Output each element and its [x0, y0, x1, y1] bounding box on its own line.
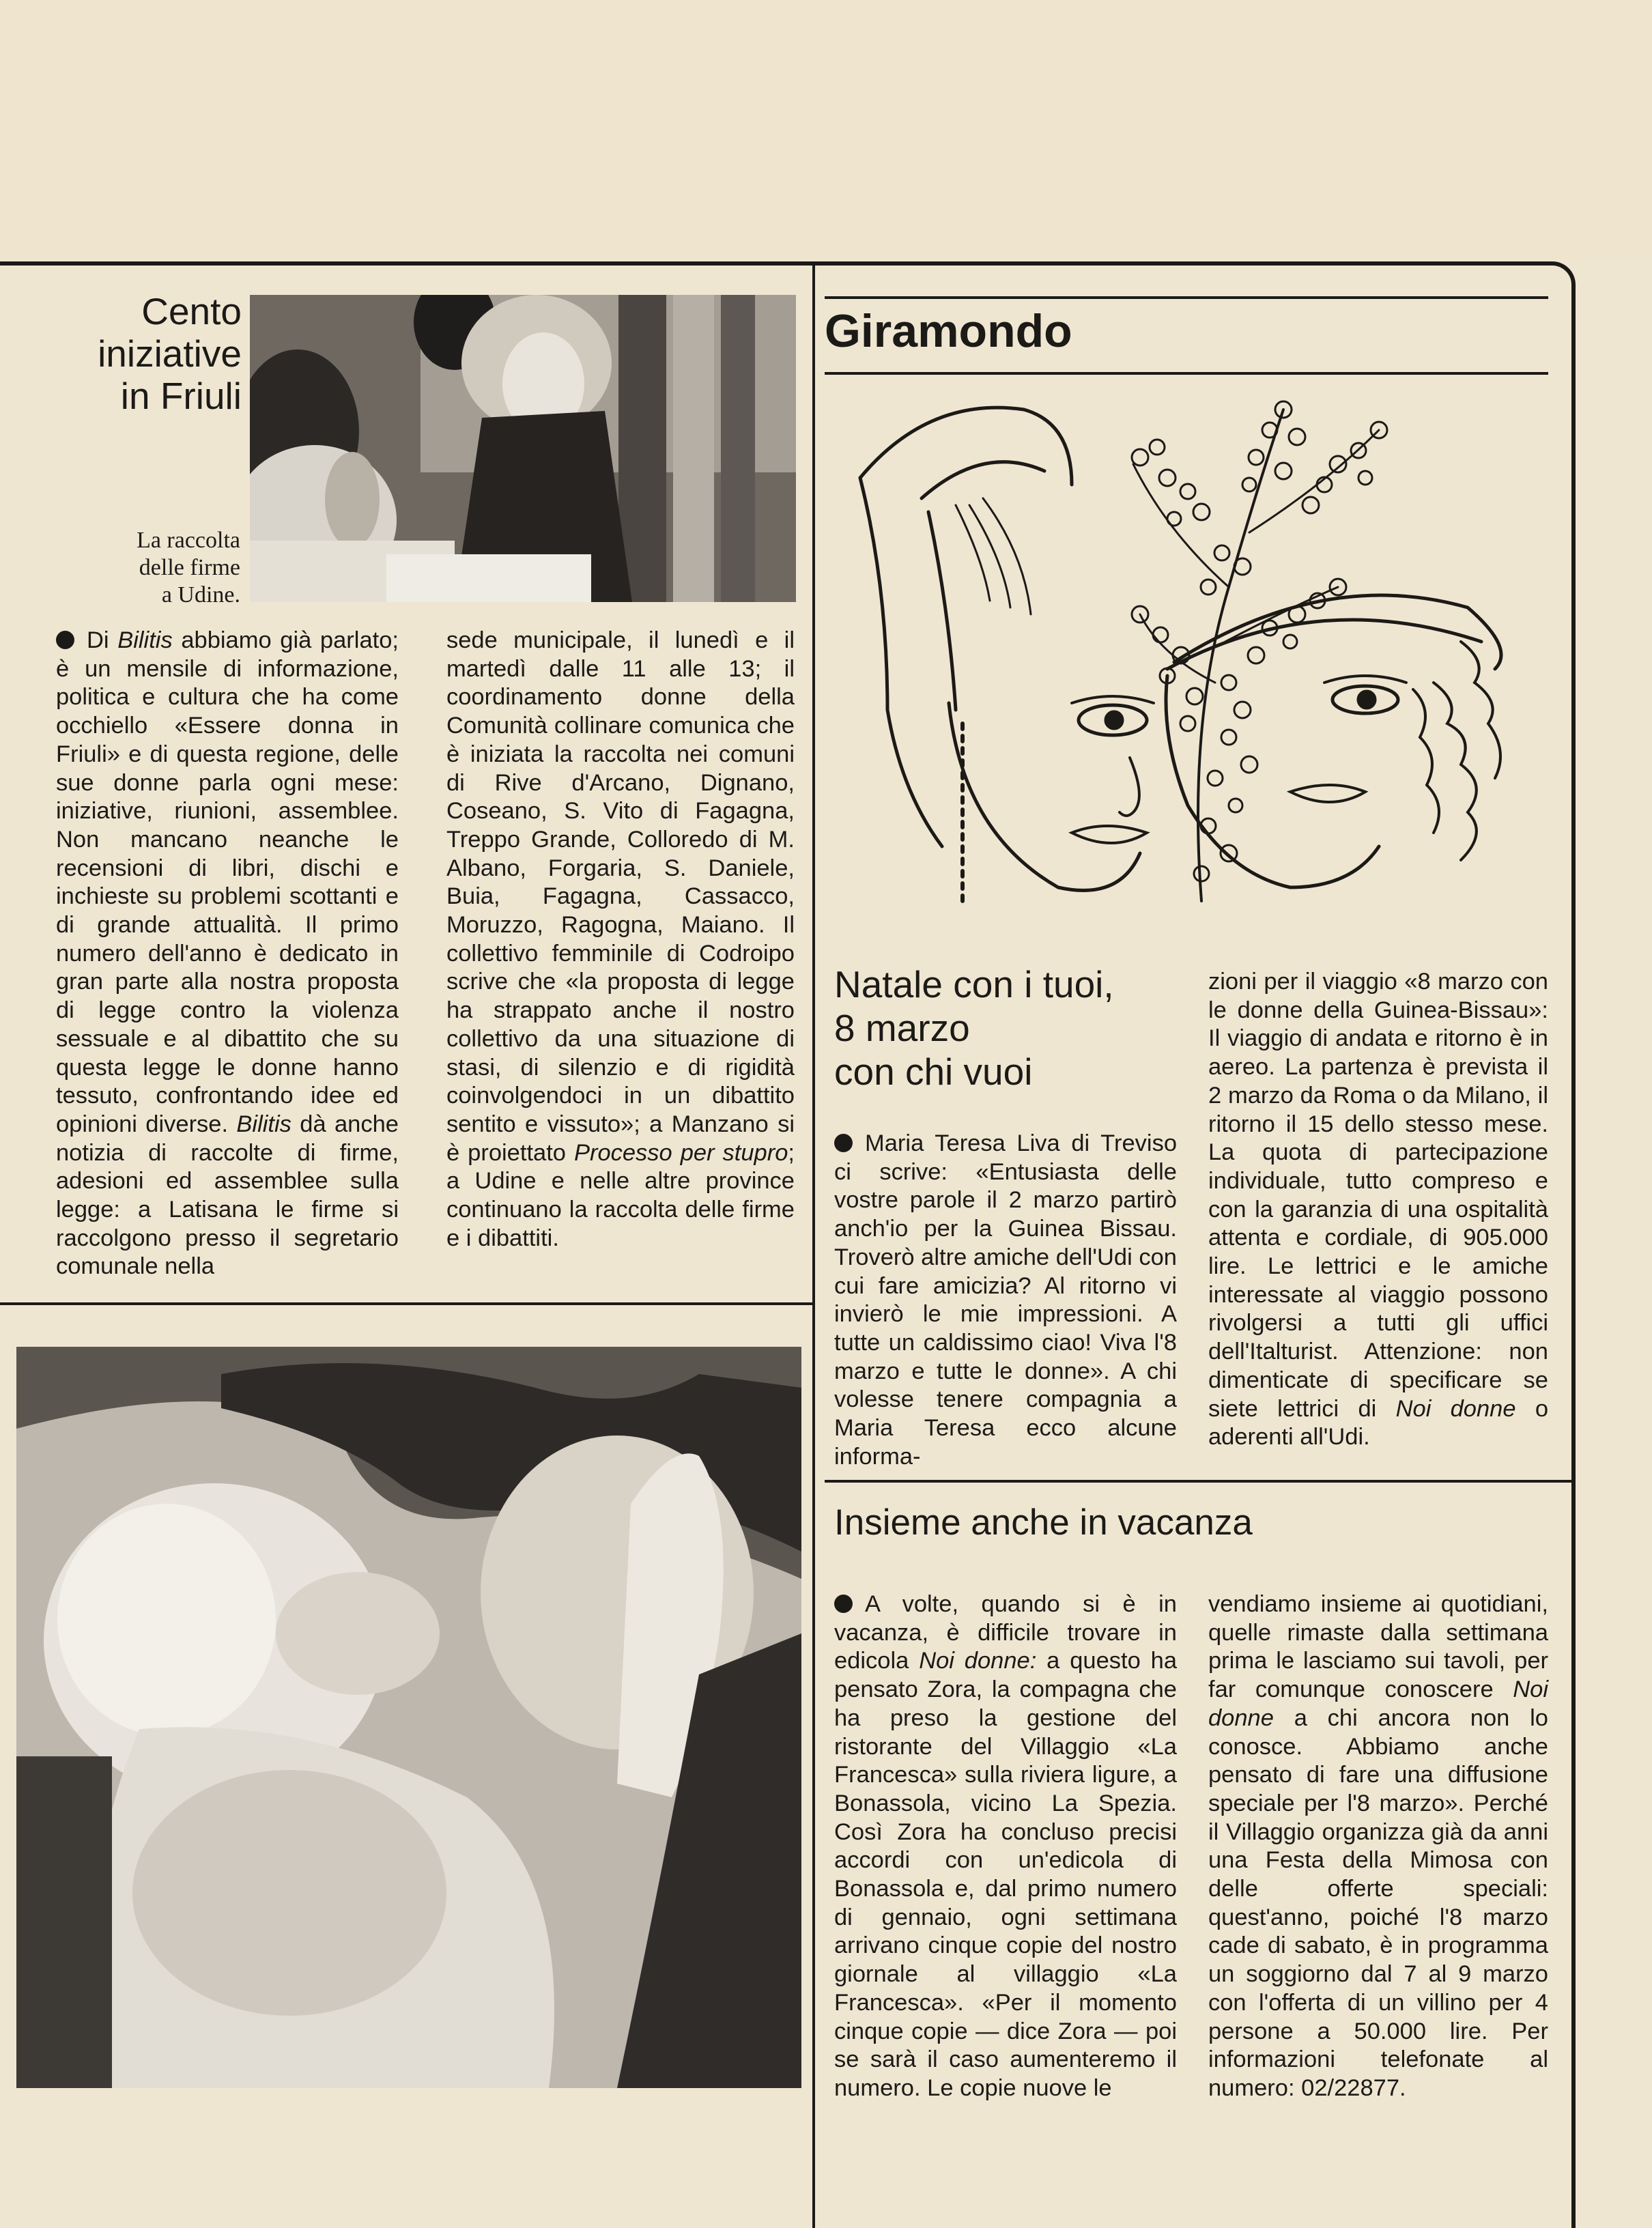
natale-column-2 [1208, 968, 1548, 1452]
title-line: iniziative [98, 332, 242, 375]
text-run: sede municipale, il lunedì e il martedì dalle 11 alle 13; il coordinamento donne della Comunità collinare comunica che è iniziata la raccolta nei comuni di Rive d'Arcano, Dignano, Coseano, S. Vito di Fagagna, Treppo Grande, Colloredo di M. Albano, Forgaria, S. Daniele, Buia, Fagagna, Cassacco, Moruzzo, Ragogna, Maiano. Il collettivo femminile di Codroipo scrive che «la proposta di legge ha strappato anche il nostro collettivo da una situazione di stasi, di silenzio e di rigidità coinvolgendoci in un dibattito sentito e vissuto»; a Manzano si è proiettato [446, 627, 795, 1166]
photo-signature-collection [250, 295, 796, 602]
article-title-insieme: Insieme anche in vacanza [834, 1502, 1253, 1543]
title-line: con chi vuoi [834, 1051, 1033, 1093]
italic-text: Noi donne [1395, 1395, 1516, 1422]
text-run: ; a Udine e nelle altre province continuano la raccolta delle firme e i dibattiti. [446, 1139, 795, 1251]
text-run: Maria Teresa Liva di Treviso ci scrive: «Entusiasta delle vostre parole il 2 marzo partirò anch'io per la Guinea Bissau. Troverò altre amiche dell'Udi con cui fare amicizia? Al ritorno vi invierò le mie impressioni. A tutte un caldissimo ciao! Viva l'8 marzo e tutte le donne». A chi volesse tenere compagnia a Maria Teresa ecco alcune informa- [834, 1130, 1177, 1470]
italic-text: Noi donne: [919, 1648, 1037, 1674]
giramondo-bottom-rule [825, 372, 1548, 375]
title-line: Cento [141, 290, 242, 332]
insieme-column-2 [1208, 1590, 1548, 2103]
paragraph [56, 627, 399, 1281]
italic-text: Noi donne [1208, 1676, 1548, 1731]
italic-text: Bilitis [117, 627, 173, 653]
giramondo-top-rule [825, 296, 1548, 299]
title-line: Natale con i tuoi, [834, 963, 1114, 1005]
natale-bottom-rule [825, 1480, 1576, 1483]
text-run: abbiamo già parlato; è un mensile di informazione, politica e cultura che ha come occhiello «Essere donna in Friuli» e di questa regione, delle sue donne parla ogni mese: iniziative, riunioni, assemblee. Non mancano neanche le recensioni di libri, dischi e inchieste su problemi scottanti e di grande attualità. Il primo numero dell'anno è dedicato in gran parte alla nostra proposta di legge contro la violenza sessuale e al dibattito che su questa legge le donne hanno tessuto, confrontando idee ed opinioni diverse. [56, 627, 399, 1137]
text-run: a chi ancora non lo conosce. Abbiamo anche pensato di fare una diffusione speciale per l'8 marzo». Perché il Villaggio organizza già da anni una Festa della Mimosa con delle offerte speciali: quest'anno, poiché l'8 marzo cade di sabato, è in programma un soggiorno dal 7 al 9 marzo con l'offerta di un villino per 4 persone a 50.000 lire. Per informazioni telefonate al numero: 02/22877. [1208, 1704, 1548, 2101]
italic-text: Processo per stupro [573, 1139, 788, 1166]
section-divider [812, 261, 815, 2228]
bullet-icon [56, 631, 74, 649]
photo-caption [96, 527, 240, 609]
text-run: o aderenti all'Udi. [1208, 1395, 1549, 1451]
title-line: 8 marzo [834, 1007, 970, 1049]
caption-line: a Udine. [161, 582, 240, 608]
frame-top-rule [0, 261, 819, 266]
paragraph [834, 1130, 1177, 1471]
photo-mother-baby [16, 1347, 801, 2088]
caption-line: delle firme [139, 555, 240, 580]
bullet-icon [834, 1134, 853, 1152]
article-title-natale [834, 962, 1155, 1094]
bullet-icon [834, 1595, 853, 1613]
illustration-two-faces-mimosa [846, 382, 1543, 915]
text-run: zioni per il viaggio «8 marzo con le donne della Guinea-Bissau»: Il viaggio di andata e ritorno è in aereo. La partenza è prevista il 2 marzo da Roma o da Milano, il ritorno il 15 dello stesso mese. La quota di partecipazione individuale, tutto compreso e con la garanzia di una ospitalità attenta e cordiale, di 905.000 lire. Le lettrici e le amiche interessate al viaggio possono rivolgersi a tutti gli uffici dell'Italturist. Attenzione: non dimenticate di specificare se siete lettrici di [1208, 969, 1548, 1422]
paragraph [1208, 968, 1548, 1452]
paragraph [1208, 1590, 1548, 2103]
left-article-column-2 [446, 627, 795, 1253]
section-title: Giramondo [825, 305, 1072, 357]
text-run: Di [87, 627, 118, 653]
paragraph [446, 627, 795, 1253]
left-article-column-1 [56, 627, 399, 1281]
left-article-bottom-rule [0, 1302, 812, 1305]
italic-text: Bilitis [236, 1111, 291, 1137]
text-run: A volte, quando si è in vacanza, è difficile trovare in edicola [834, 1591, 1177, 1674]
page-top-margin [0, 0, 1652, 259]
insieme-column-1 [834, 1590, 1177, 2103]
title-line: in Friuli [120, 375, 242, 417]
paragraph [834, 1590, 1177, 2103]
text-run: dà anche notizia di raccolte di firme, adesioni ed assemblee sulla legge: a Latisana le firme si raccolgono presso il segretario comunale nella [56, 1111, 399, 1280]
text-run: vendiamo insieme ai quotidiani, quelle rimaste dalla settimana prima le lasciamo sui tavoli, per far comunque conoscere [1208, 1591, 1548, 1703]
text-run: a questo ha pensato Zora, la compagna che ha preso la gestione del ristorante del Villaggio «La Francesca» sulla riviera ligure, a Bonassola, vicino La Spezia. Così Zora ha concluso precisi accordi con un'edicola di Bonassola e, dal primo numero di gennaio, ogni settimana arrivano cinque copie del nostro giornale al villaggio «La Francesca». «Per il momento cinque copie — dice Zora — poi se sarà il caso aumenteremo il numero. Le copie nuove le [834, 1648, 1178, 2101]
caption-line: La raccolta [137, 528, 240, 553]
left-article-title [61, 290, 242, 417]
natale-column-1 [834, 1130, 1177, 1471]
